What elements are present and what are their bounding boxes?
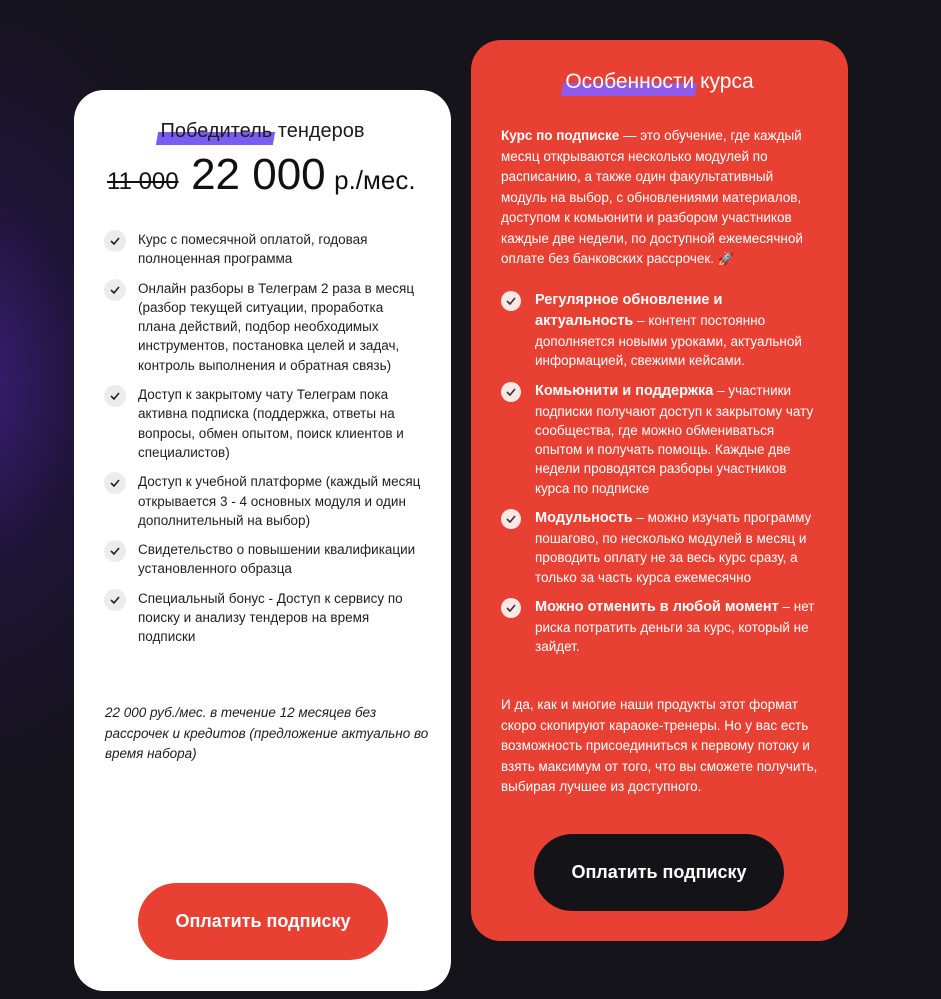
price-note: 22 000 руб./мес. в течение 12 месяцев без рассрочек и кредитов (предложение актуально во время набора) bbox=[105, 705, 429, 761]
intro-text: — это обучение, где каждый месяц открываются несколько модулей по расписанию, а также один факультативный модуль на выбор, с обновлениями материалов, доступом к комьюнити и разбором участников каждые две недели, по доступной ежемесячной оплате без банковских рассрочек. 🚀 bbox=[501, 128, 803, 266]
pay-subscription-button[interactable]: Оплатить подписку bbox=[534, 834, 784, 911]
old-price: 11 000 bbox=[107, 168, 179, 195]
list-item bbox=[501, 597, 821, 657]
check-icon bbox=[501, 509, 521, 529]
feature-text: Доступ к закрытому чату Телеграм пока активна подписка (поддержка, ответы на вопросы, обмен опытом, поиск клиентов и специалистов) bbox=[138, 387, 404, 460]
feature-text: Доступ к учебной платформе (каждый месяц открывается 3 - 4 основных модуля и один дополнительный на выбор) bbox=[138, 474, 421, 528]
features-list bbox=[501, 290, 821, 667]
features-title bbox=[471, 70, 848, 94]
feature-text: – контент постоянно дополняется новыми уроками, актуальной информацией, свежими кейсами. bbox=[535, 313, 802, 369]
feature-text: – участники подписки получают доступ к закрытому чату сообщества, где можно обмениваться опытом и получать помощь. Каждые две недели проводятся разборы участников курса по подписке bbox=[535, 382, 814, 496]
list-item bbox=[501, 290, 821, 371]
check-icon bbox=[104, 472, 126, 494]
pay-subscription-button[interactable]: Оплатить подписку bbox=[138, 883, 388, 960]
feature-title: Можно отменить в любой момент bbox=[535, 598, 779, 615]
feature-title: Регулярное обновление и актуальность bbox=[535, 292, 723, 329]
list-item bbox=[501, 381, 821, 498]
new-price: 22 000 bbox=[191, 150, 326, 199]
check-icon bbox=[104, 540, 126, 562]
price-row bbox=[107, 150, 416, 200]
check-icon bbox=[104, 279, 126, 301]
check-icon bbox=[104, 385, 126, 407]
list-item bbox=[104, 385, 424, 462]
features-outro: И да, как и многие наши продукты этот формат скоро скопируют караоке-тренеры. Но у вас есть возможность присоединиться к первому потоку и взять максимум от того, что вы сможете получить, выбирая лучшее из доступного. bbox=[501, 697, 818, 794]
list-item bbox=[104, 279, 424, 375]
feature-text: – можно изучать программу пошагово, по несколько модулей в месяц и проводить оплату не за весь курс сразу, а только за часть курса ежемесячно bbox=[535, 510, 812, 585]
pricing-card bbox=[74, 90, 451, 991]
feature-title: Модульность bbox=[535, 510, 633, 527]
feature-text: Специальный бонус - Доступ к сервису по поиску и анализу тендеров на время подписки bbox=[138, 590, 403, 645]
intro-bold: Курс по подписке bbox=[501, 128, 620, 143]
check-icon bbox=[501, 291, 521, 311]
plan-title bbox=[74, 120, 451, 143]
feature-text: Курс с помесячной оплатой, годовая полноценная программа bbox=[138, 232, 368, 267]
list-item bbox=[104, 540, 424, 579]
features-intro bbox=[501, 126, 821, 270]
features-card bbox=[471, 40, 848, 941]
list-item bbox=[501, 508, 821, 587]
list-item bbox=[104, 589, 424, 647]
features-title-rest: курса bbox=[694, 70, 754, 93]
feature-text: Свидетельство о повышении квалификации установленного образца bbox=[138, 542, 416, 577]
check-icon bbox=[104, 589, 126, 611]
price-currency: р./мес. bbox=[334, 165, 416, 195]
list-item bbox=[104, 472, 424, 530]
plan-feature-list bbox=[104, 230, 424, 657]
plan-title-highlight: Победитель bbox=[160, 120, 273, 142]
check-icon bbox=[501, 382, 521, 402]
check-icon bbox=[104, 230, 126, 252]
check-icon bbox=[501, 598, 521, 618]
feature-title: Комьюнити и поддержка bbox=[535, 382, 714, 399]
feature-text: – нет риска потратить деньги за курс, который не зайдет. bbox=[535, 598, 815, 655]
feature-text: Онлайн разборы в Телеграм 2 раза в месяц (разбор текущей ситуации, проработка плана действий, подбор необходимых инструментов, постановка целей и задач, контроль выполнения и обратная связь) bbox=[138, 280, 415, 373]
plan-title-rest: тендеров bbox=[272, 120, 365, 142]
list-item bbox=[104, 230, 424, 269]
features-title-highlight: Особенности bbox=[565, 70, 695, 93]
